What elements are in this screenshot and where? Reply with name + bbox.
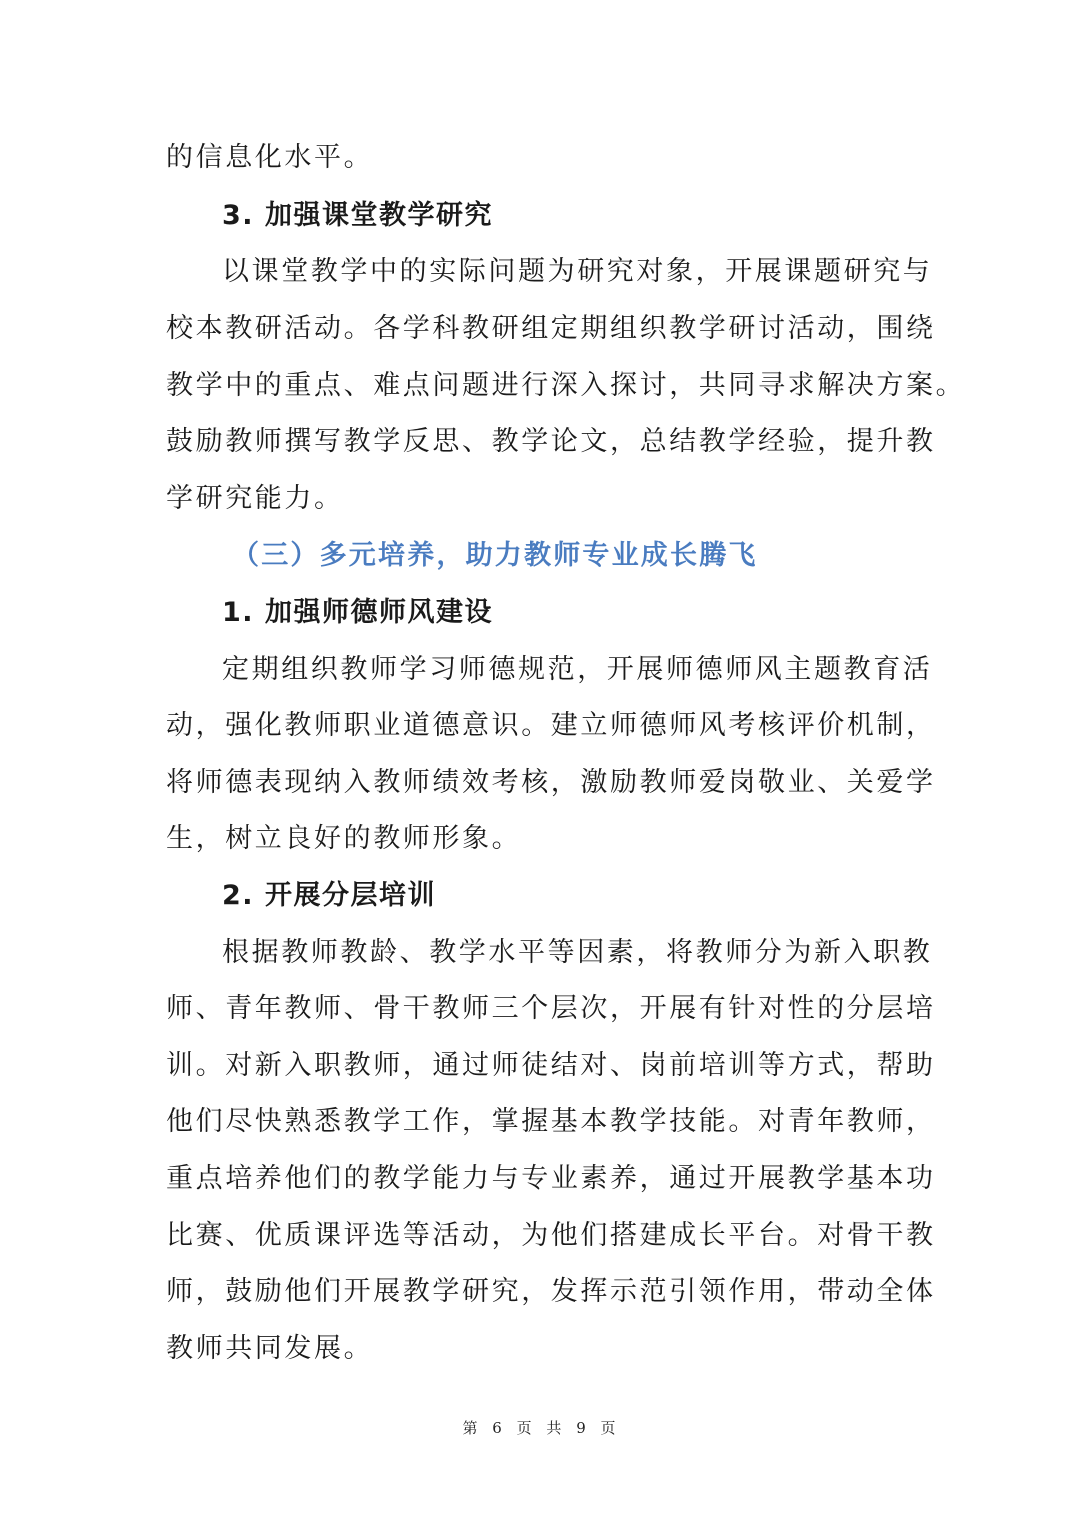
heading-2: 2. 开展分层培训 xyxy=(222,880,436,911)
paragraph-3-line-2: 校本教研活动。各学科教研组定期组织教学研讨活动，围绕 xyxy=(166,313,936,344)
footer-prefix: 第 xyxy=(462,1419,480,1437)
paragraph-3-line-4: 鼓励教师撰写教学反思、教学论文，总结教学经验，提升教 xyxy=(166,426,936,457)
paragraph-3-line-5: 学研究能力。 xyxy=(166,483,344,514)
heading-3: 3. 加强课堂教学研究 xyxy=(222,200,493,231)
paragraph-2-line-7: 师，鼓励他们开展教学研究，发挥示范引领作用，带动全体 xyxy=(166,1276,936,1307)
paragraph-3-line-3: 教学中的重点、难点问题进行深入探讨，共同寻求解决方案。 xyxy=(166,370,966,401)
paragraph-2-line-6: 比赛、优质课评选等活动，为他们搭建成长平台。对骨干教 xyxy=(166,1220,936,1251)
footer-page-word: 页 xyxy=(516,1419,534,1437)
paragraph-2-line-1: 根据教师教龄、教学水平等因素，将教师分为新入职教 xyxy=(222,937,933,968)
footer-suffix: 页 xyxy=(600,1419,618,1437)
footer-total-word: 共 xyxy=(546,1419,564,1437)
footer-total-pages: 9 xyxy=(576,1419,588,1437)
footer-current-page: 6 xyxy=(492,1419,504,1437)
paragraph-1-line-3: 将师德表现纳入教师绩效考核，激励教师爱岗敬业、关爱学 xyxy=(166,767,936,798)
section-heading: （三）多元培养，助力教师专业成长腾飞 xyxy=(232,540,758,571)
paragraph-2-line-3: 训。对新入职教师，通过师徒结对、岗前培训等方式，帮助 xyxy=(166,1050,936,1081)
paragraph-1-line-2: 动，强化教师职业道德意识。建立师德师风考核评价机制， xyxy=(166,710,936,741)
paragraph-1-line-4: 生，树立良好的教师形象。 xyxy=(166,823,522,854)
paragraph-3-line-1: 以课堂教学中的实际问题为研究对象，开展课题研究与 xyxy=(222,256,933,287)
page-footer xyxy=(0,1416,1080,1440)
paragraph-2-line-8: 教师共同发展。 xyxy=(166,1333,374,1364)
paragraph-2-line-4: 他们尽快熟悉教学工作，掌握基本教学技能。对青年教师， xyxy=(166,1106,936,1137)
paragraph-2-line-5: 重点培养他们的教学能力与专业素养，通过开展教学基本功 xyxy=(166,1163,936,1194)
paragraph-1-line-1: 定期组织教师学习师德规范，开展师德师风主题教育活 xyxy=(222,654,933,685)
continuation-line: 的信息化水平。 xyxy=(166,142,374,173)
heading-1: 1. 加强师德师风建设 xyxy=(222,597,493,628)
paragraph-2-line-2: 师、青年教师、骨干教师三个层次，开展有针对性的分层培 xyxy=(166,993,936,1024)
